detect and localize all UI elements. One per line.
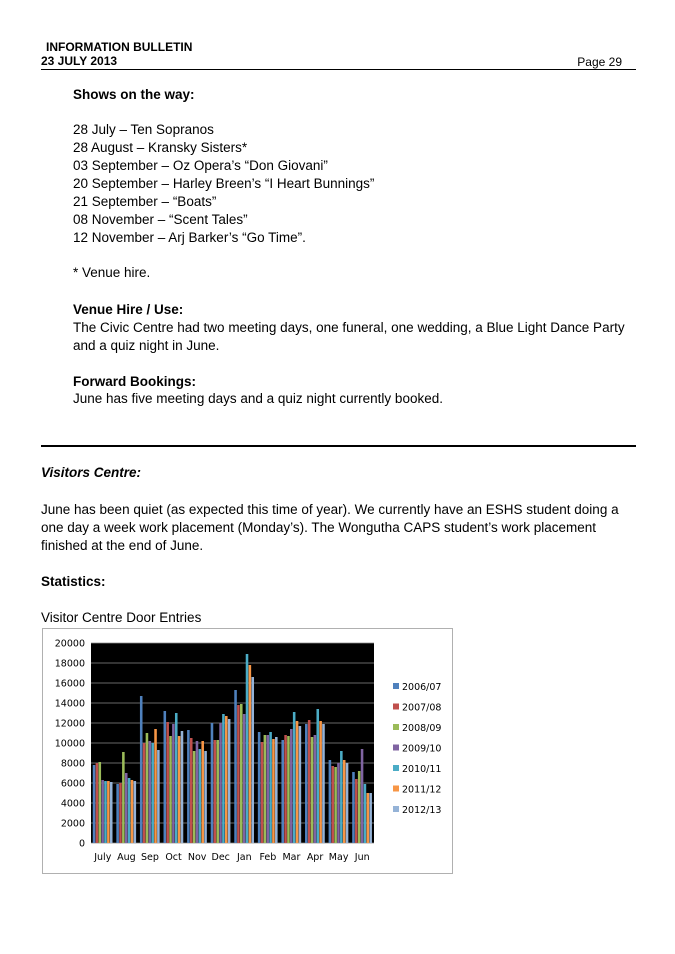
bar [175,713,178,843]
section-divider [41,445,636,447]
bar [125,773,128,843]
bar [234,690,237,843]
bar [251,677,254,843]
bar [316,709,319,843]
bar [308,720,311,843]
door-entries-chart [42,628,453,874]
x-tick-label: July [94,852,112,863]
y-tick-label: 14000 [54,698,85,710]
header-rule [41,69,636,70]
show-item: 08 November – “Scent Tales” [73,212,248,227]
bar [293,712,296,843]
bar [140,696,143,843]
bar [131,780,134,843]
show-item: 21 September – “Boats” [73,194,217,209]
bar [157,750,160,843]
visitors-centre-text [41,501,619,555]
forward-bookings-heading: Forward Bookings: [73,374,197,389]
statistics-heading: Statistics: [41,574,106,589]
bar [196,741,199,843]
bulletin-date: 23 JULY 2013 [41,54,118,68]
y-tick-label: 20000 [54,638,85,650]
bar [261,742,264,843]
x-tick-label: Jun [354,852,370,863]
bar [311,737,314,843]
bar [237,705,240,843]
x-tick-label: Nov [187,852,207,863]
bar [249,665,252,843]
y-tick-label: 18000 [54,658,85,670]
visitors-centre-line: finished at the end of June. [41,538,204,553]
bar [190,738,193,843]
bar [246,654,249,843]
venue-hire-line: and a quiz night in June. [73,338,220,353]
bar [358,771,361,843]
bar [172,724,175,843]
chart-caption: Visitor Centre Door Entries [41,610,202,625]
bar [178,736,181,843]
bar [193,751,196,843]
bar [149,741,152,843]
bulletin-title: INFORMATION BULLETIN [46,40,193,54]
legend-label: 2006/07 [402,682,442,693]
bar [166,722,169,843]
bar [151,743,154,843]
bar [361,749,364,843]
bar [98,762,101,843]
bar [228,719,231,843]
y-tick-label: 4000 [60,798,85,810]
bar [290,729,293,843]
bar [107,781,110,843]
x-tick-label: Apr [306,852,324,863]
bar [343,760,346,843]
bar [287,736,290,843]
bar [243,714,246,843]
bar [269,732,272,843]
y-tick-label: 2000 [60,818,85,830]
bar [355,779,358,843]
legend-swatch [393,786,399,792]
visitors-centre-line: one day a week work placement (Monday’s). The Wongutha CAPS student’s work placement [41,520,597,535]
page-number: Page 29 [577,55,622,69]
x-tick-label: Oct [165,852,182,863]
legend-label: 2012/13 [402,805,442,816]
bar [104,781,107,843]
bar [264,735,267,843]
bar [96,763,99,843]
shows-heading: Shows on the way: [73,87,195,102]
bar [296,721,299,843]
x-tick-label: Dec [211,852,230,863]
bar [340,751,343,843]
legend-swatch [393,745,399,751]
bar [364,784,367,843]
bar [211,723,214,843]
bar [266,735,269,843]
venue-hire-line: The Civic Centre had two meeting days, one funeral, one wedding, a Blue Light Dance Party [73,320,625,335]
bar [128,778,131,843]
legend-swatch [393,806,399,812]
y-tick-label: 10000 [54,738,85,750]
bar [164,711,167,843]
x-tick-label: Jan [236,852,252,863]
bar [181,731,184,843]
bar [219,723,222,843]
bar [143,743,146,843]
legend-swatch [393,724,399,730]
venue-hire-footnote: * Venue hire. [73,265,151,280]
bar [305,724,308,843]
bar [116,784,119,843]
x-tick-label: Mar [282,852,301,863]
bar [314,735,317,843]
venue-hire-heading: Venue Hire / Use: [73,302,184,317]
bar [281,740,284,843]
show-item: 28 July – Ten Sopranos [73,122,214,137]
bar [122,752,125,843]
bar [319,721,322,843]
legend-label: 2008/09 [402,723,442,734]
x-tick-label: Sep [141,852,159,863]
show-item: 28 August – Kransky Sisters* [73,140,248,155]
legend-label: 2007/08 [402,702,442,714]
legend-swatch [393,683,399,689]
visitors-centre-line: June has been quiet (as expected this time of year). We currently have an ESHS student doing a [41,502,619,517]
x-tick-label: Aug [117,852,136,863]
bar [146,733,149,843]
bar [240,704,243,843]
bar [187,730,190,843]
bar [110,782,113,843]
legend-swatch [393,765,399,771]
shows-list [73,121,374,247]
bar [352,772,355,843]
show-item: 20 September – Harley Breen’s “I Heart Bunnings” [73,176,375,191]
bar [222,714,225,843]
bar [93,765,96,843]
bar [299,726,302,843]
legend-label: 2011/12 [402,784,442,796]
bar [225,716,228,843]
bar [337,763,340,843]
bar [216,740,219,843]
bar [101,780,104,843]
bar [258,732,261,843]
bar [331,766,334,843]
bar [275,737,278,843]
bar [119,783,122,843]
visitors-centre-heading: Visitors Centre: [41,465,142,480]
bar [322,724,325,843]
x-tick-label: Feb [259,852,277,863]
y-tick-label: 16000 [54,678,85,690]
y-tick-label: 6000 [60,778,85,790]
show-item: 12 November – Arj Barker’s “Go Time”. [73,230,306,245]
bar [199,749,202,843]
bar [346,763,349,843]
bar [214,740,217,843]
forward-bookings-text: June has five meeting days and a quiz night currently booked. [73,391,443,406]
show-item: 03 September – Oz Opera’s “Don Giovani” [73,158,328,173]
chart-canvas [43,629,452,873]
legend-label: 2010/11 [402,764,442,775]
bar [204,751,207,843]
legend-label: 2009/10 [402,743,442,755]
y-tick-label: 12000 [54,718,85,730]
bar [284,735,287,843]
bar [367,793,370,843]
venue-hire-text [73,319,625,355]
bar [169,736,172,843]
y-tick-label: 8000 [60,758,85,770]
bar [272,739,275,843]
y-tick-label: 0 [78,838,85,850]
bar [201,741,204,843]
bar [329,760,332,843]
x-tick-label: May [328,852,349,863]
bar [134,781,137,843]
bar [334,767,337,843]
bar [369,793,372,843]
legend-swatch [393,704,399,710]
bar [154,729,157,843]
